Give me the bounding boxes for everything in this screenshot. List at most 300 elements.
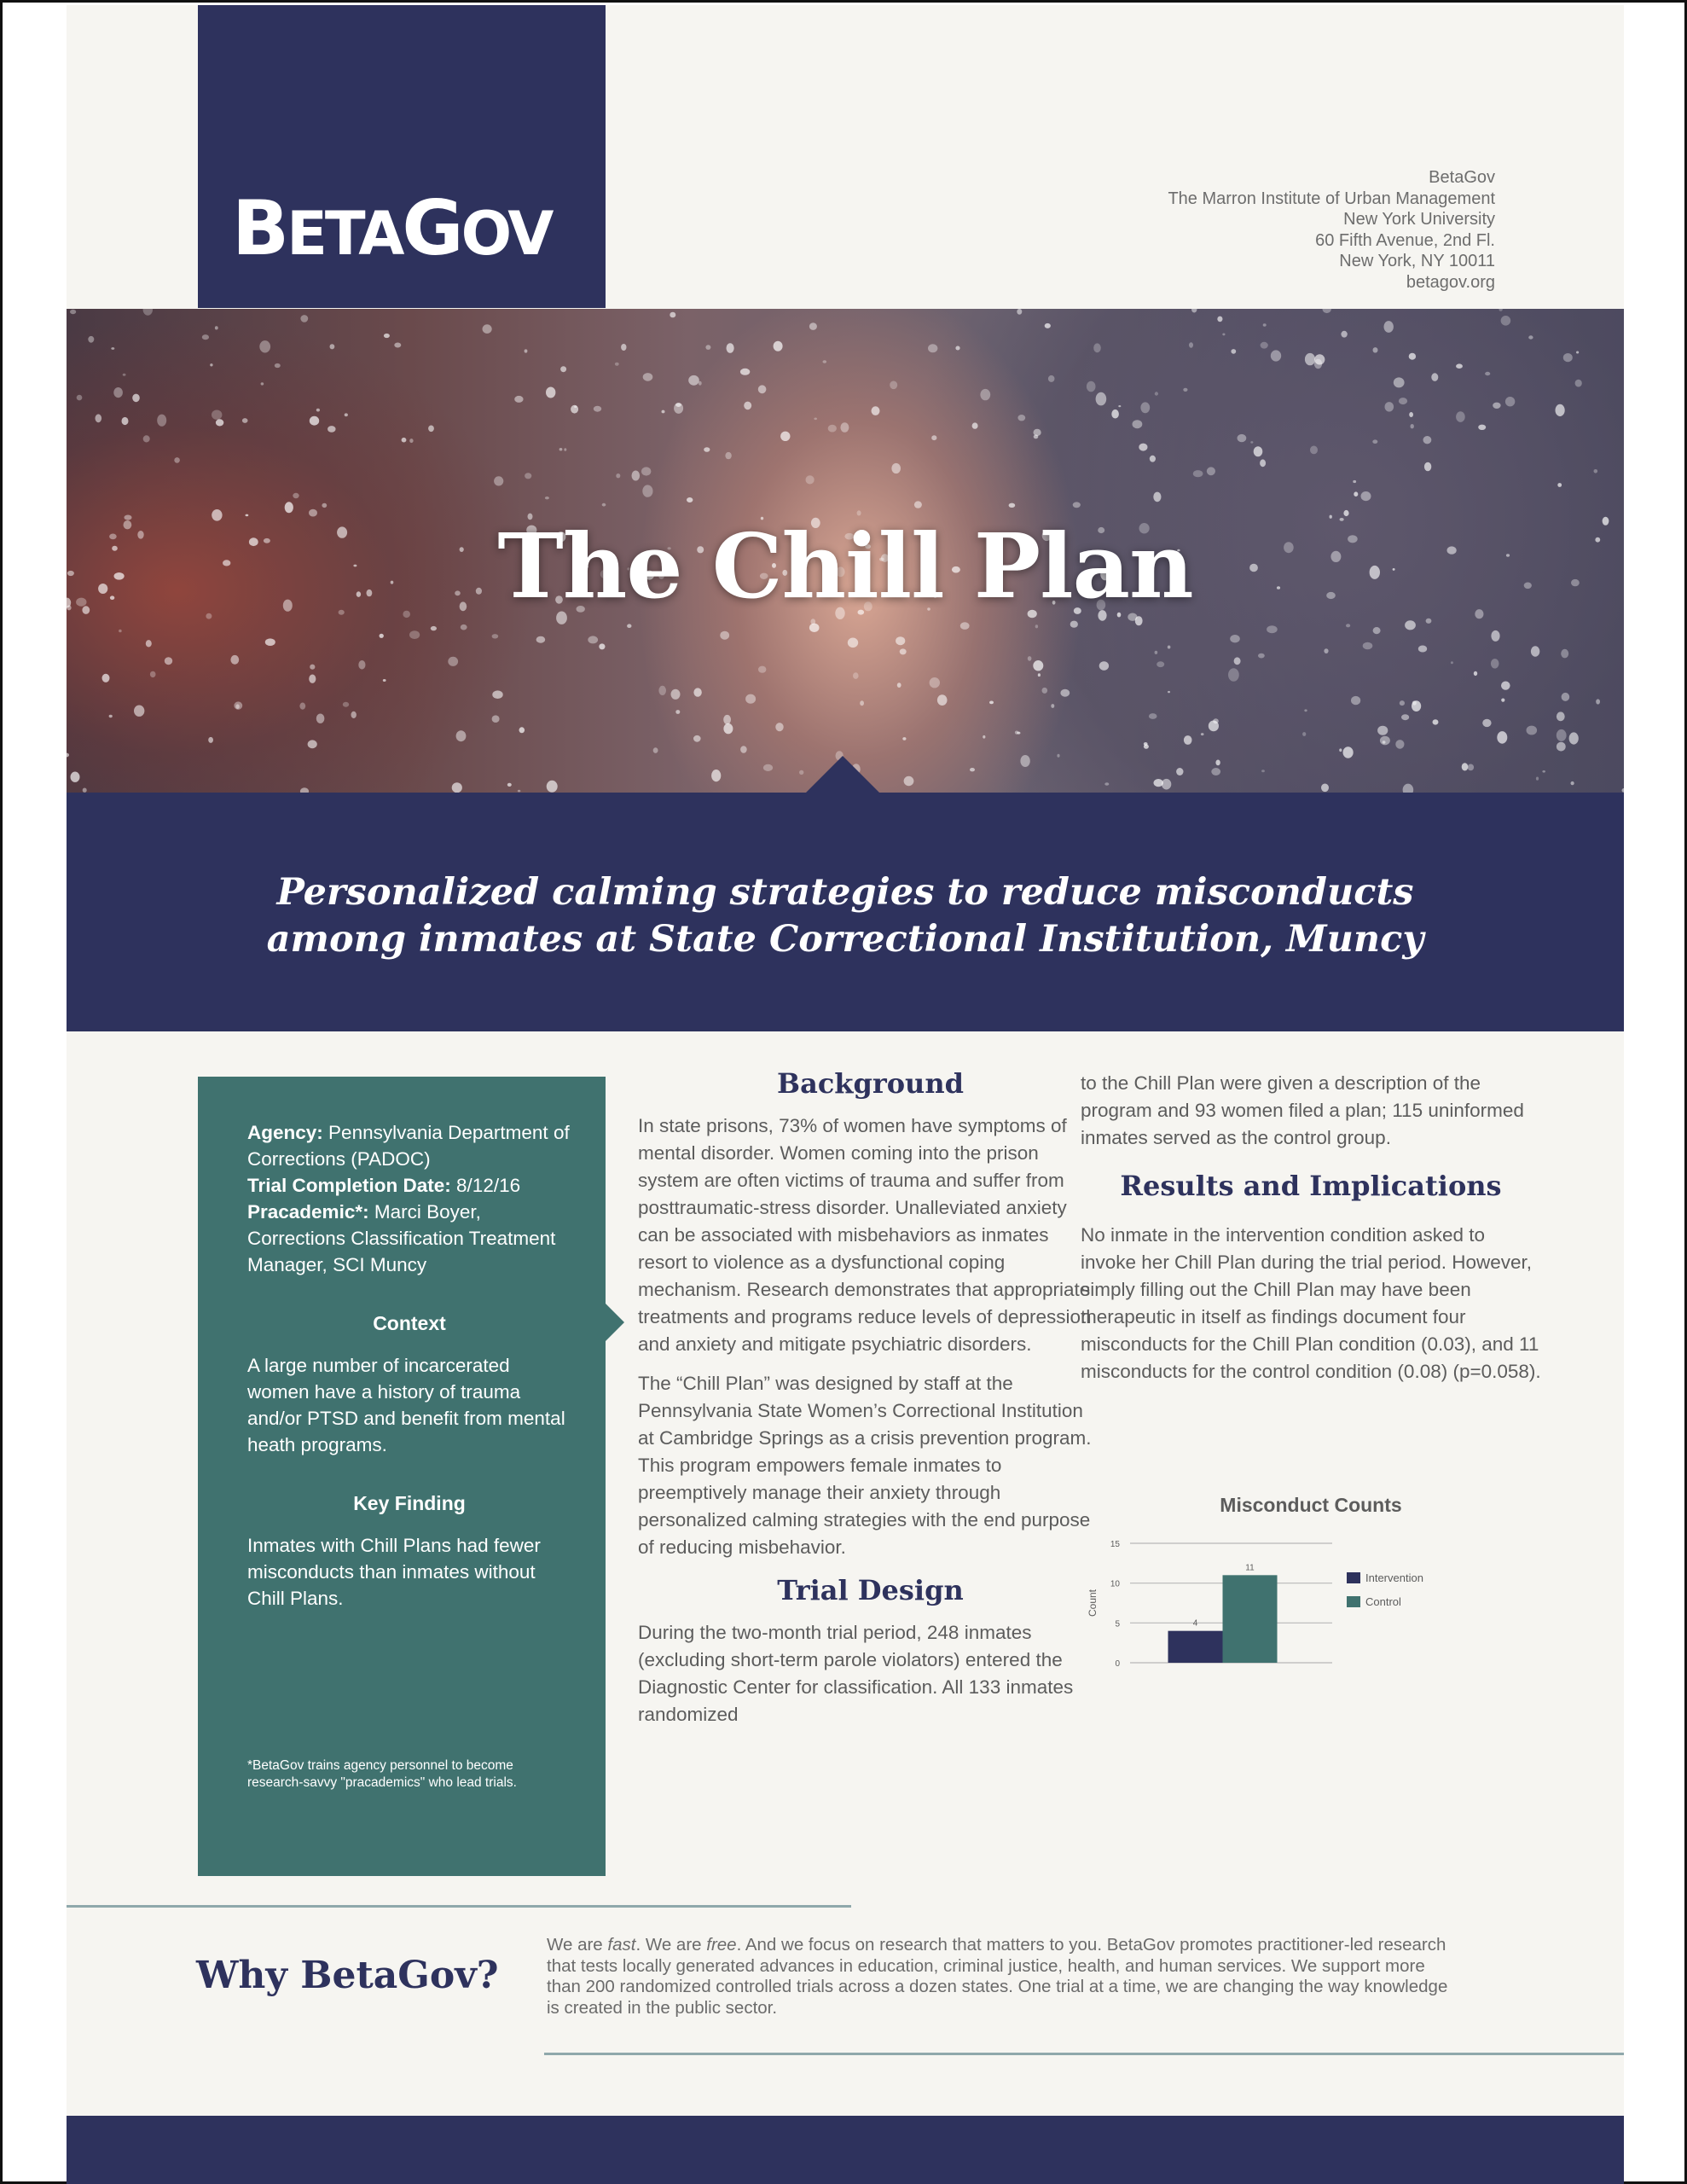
raindrop [345, 413, 348, 416]
raindrop [1193, 470, 1203, 477]
raindrop [1104, 782, 1109, 786]
footer-band [67, 2116, 1624, 2184]
raindrop [216, 419, 223, 426]
legend-swatch [1347, 1572, 1360, 1583]
raindrop [409, 439, 413, 443]
raindrop [1070, 621, 1078, 628]
raindrop [1380, 736, 1390, 746]
raindrop [461, 624, 467, 630]
raindrop [688, 375, 699, 386]
raindrop [1411, 424, 1414, 428]
raindrop [132, 394, 140, 403]
raindrop [1474, 671, 1477, 676]
why-body: . And we focus on research that matters to you. BetaGov promotes practitioner-led research that tests locally generated advances in education, criminal justice, health, and human services. We support more than 200 randomized controlled trials across a dozen states. One trial at a time, we are changing the way knowledge is created in the public sector. [547, 1935, 1448, 2018]
raindrop [1261, 770, 1265, 772]
context-heading: Context [373, 1312, 446, 1334]
raindrop [671, 689, 681, 700]
raindrop [643, 373, 653, 381]
raindrop [1302, 732, 1306, 736]
raindrop [937, 694, 948, 706]
raindrop [1042, 688, 1048, 694]
raindrop [1099, 661, 1109, 671]
raindrop [1168, 646, 1171, 649]
raindrop [744, 402, 751, 410]
raindrop [1215, 760, 1220, 766]
raindrop [310, 416, 319, 426]
raindrop [599, 643, 605, 649]
raindrop [1400, 700, 1405, 706]
raindrop [860, 700, 864, 706]
raindrop [740, 746, 747, 753]
hero-notch [805, 756, 880, 793]
raindrop [174, 457, 180, 463]
why-paragraph [547, 1935, 1451, 2018]
raindrop [96, 414, 102, 422]
raindrop [330, 344, 335, 349]
raindrop [1557, 729, 1567, 741]
raindrop [560, 366, 566, 372]
raindrop [1528, 335, 1533, 339]
raindrop [492, 715, 500, 723]
raindrop [70, 310, 76, 314]
raindrop [1401, 714, 1409, 720]
raindrop [1222, 334, 1225, 336]
raindrop [1207, 467, 1215, 475]
trial-date-value: 8/12/16 [456, 1175, 521, 1196]
raindrop [848, 638, 858, 648]
raindrop [1133, 420, 1143, 428]
page-title: The Chill Plan [497, 514, 1193, 619]
raindrop [1048, 375, 1055, 382]
raindrop [1501, 316, 1511, 326]
raindrop [914, 501, 922, 508]
document-page [67, 5, 1624, 2184]
raindrop [518, 790, 520, 793]
chart-plot [1081, 1528, 1541, 1699]
raindrop [1569, 732, 1579, 744]
raindrop [705, 345, 710, 350]
raindrop [409, 630, 420, 639]
raindrop [1412, 700, 1417, 705]
raindrop [1267, 625, 1278, 633]
raindrop [1038, 673, 1041, 677]
raindrop [693, 688, 701, 696]
raindrop [890, 381, 897, 390]
why-fast: fast [607, 1935, 636, 1955]
raindrop [536, 636, 546, 643]
raindrop [71, 772, 80, 782]
raindrop [343, 702, 349, 707]
raindrop [774, 341, 783, 351]
raindrop [1217, 317, 1222, 322]
raindrop [1017, 732, 1020, 735]
raindrop [1426, 619, 1432, 624]
raindrop [1596, 699, 1600, 704]
raindrop [1323, 309, 1331, 313]
raindrop [525, 473, 531, 479]
raindrop [758, 385, 767, 393]
raindrop [674, 403, 683, 414]
divider-top [67, 1905, 851, 1908]
legend-label: Control [1365, 1595, 1401, 1608]
raindrop [1238, 434, 1247, 442]
raindrop [627, 624, 631, 628]
raindrop [1354, 491, 1358, 497]
raindrop [1139, 444, 1147, 451]
raindrop [1478, 425, 1486, 430]
raindrop [902, 737, 906, 741]
address-line: New York, NY 10011 [1339, 252, 1495, 270]
trial-design-heading: Trial Design [777, 1574, 964, 1606]
raindrop [641, 467, 651, 475]
raindrop [1536, 777, 1539, 781]
raindrop [571, 405, 578, 414]
raindrop [1189, 342, 1193, 347]
raindrop [1399, 398, 1407, 404]
pracademic-label: Pracademic*: [247, 1201, 369, 1223]
raindrop [763, 764, 773, 771]
raindrop [1033, 660, 1043, 671]
raindrop [165, 657, 172, 665]
trial-meta [247, 1119, 571, 1278]
raindrop [823, 360, 827, 363]
summary-sidebar [198, 1077, 606, 1876]
raindrop [358, 660, 365, 670]
raindrop [1562, 693, 1570, 701]
raindrop [1468, 764, 1474, 771]
betagov-logo: BETAGOV [232, 184, 552, 272]
raindrop [989, 701, 994, 705]
results-heading: Results and Implications [1120, 1170, 1502, 1202]
raindrop [970, 768, 975, 771]
raindrop [1144, 744, 1149, 748]
raindrop [1377, 726, 1388, 735]
raindrop [215, 326, 218, 329]
raindrop [1491, 630, 1499, 642]
raindrop [1060, 689, 1070, 697]
misconduct-chart [1081, 1494, 1541, 1707]
raindrop [456, 730, 467, 741]
raindrop [452, 782, 462, 793]
raindrop [853, 672, 859, 679]
background-paragraph: In state prisons, 73% of women have symptoms of mental disorder. Women coming into the prison system are often victims of trauma and suffer from posttraumatic-stress disorder. Unalleviated anxiety can be associated with misbehaviors as inmates resort to violence as a dysfunctional coping mechanism. Research demonstrates that appropriate treatments and programs reduce levels of depression and anxiety and mitigate psychiatric disorders. [638, 1115, 1092, 1355]
raindrop [547, 781, 558, 793]
raindrop [775, 723, 783, 731]
raindrop [1351, 696, 1360, 705]
address-line: 60 Fifth Avenue, 2nd Fl. [1315, 230, 1495, 250]
raindrop [102, 674, 110, 682]
raindrop [1491, 659, 1499, 668]
raindrop [310, 665, 315, 670]
raindrop [1499, 309, 1502, 311]
raindrop [1361, 491, 1371, 501]
raindrop [1383, 741, 1386, 743]
raindrop [1594, 469, 1598, 473]
raindrop [1321, 784, 1329, 793]
raindrop [1395, 740, 1404, 749]
raindrop [1363, 642, 1373, 650]
raindrop [1201, 733, 1204, 735]
raindrop [210, 363, 212, 366]
raindrop [1501, 682, 1510, 690]
raindrop [662, 410, 665, 414]
raindrop [1372, 439, 1377, 444]
raindrop [113, 387, 123, 398]
raindrop [1263, 323, 1267, 326]
raindrop [234, 701, 242, 709]
logo-block [198, 5, 606, 308]
raindrop [322, 503, 327, 508]
raindrop [1423, 436, 1432, 444]
raindrop [931, 435, 936, 440]
raindrop [1230, 635, 1240, 642]
context-text: A large number of incarcerated women have a history of trauma and/or PTSD and benefit from mental heath programs. [247, 1355, 565, 1455]
raindrop [1424, 462, 1431, 472]
raindrop [972, 422, 978, 428]
raindrop [1155, 392, 1158, 395]
sidebar-arrow [606, 1304, 624, 1341]
raindrop [507, 783, 512, 787]
raindrop [1385, 402, 1394, 411]
raindrop [1561, 649, 1568, 659]
raindrop [1271, 350, 1281, 361]
raindrop [1462, 763, 1469, 770]
raindrop [1057, 754, 1059, 758]
raindrop [980, 389, 990, 400]
raindrop [602, 503, 606, 507]
raindrop [616, 473, 620, 478]
raindrop [1485, 372, 1490, 375]
results-paragraph: No inmate in the intervention condition asked to invoke her Chill Plan during the trial period. However, simply filling out the Chill Plan may have been therapeutic in itself as findings document four misconducts for the Chill Plan condition (0.03), and 11 misconducts for the control condition (0.08) (p=0.058). [1081, 1224, 1541, 1382]
divider-bottom [544, 2053, 1624, 2055]
raindrop [1149, 713, 1157, 719]
raindrop [328, 426, 336, 433]
raindrop [632, 471, 641, 481]
raindrop [814, 418, 817, 421]
raindrop [687, 497, 693, 502]
raindrop [1017, 415, 1025, 421]
raindrop [122, 417, 129, 425]
raindrop [1563, 353, 1573, 362]
raindrop [293, 493, 299, 498]
sidebar-content [247, 1119, 571, 1612]
raindrop [1575, 380, 1582, 387]
data-label: 11 [1245, 1563, 1255, 1573]
subtitle-line: Personalized calming strategies to reduce misconducts [276, 871, 1414, 914]
raindrop [693, 735, 701, 742]
raindrop [1183, 388, 1187, 392]
raindrop [525, 349, 528, 352]
raindrop [1314, 359, 1322, 369]
raindrop [658, 686, 666, 695]
raindrop [1353, 480, 1356, 483]
raindrop [150, 671, 156, 677]
raindrop [758, 666, 766, 673]
column-right [1081, 1070, 1541, 1397]
raindrop [1140, 402, 1150, 413]
column-middle [638, 1066, 1103, 1740]
website-link[interactable]: betagov.org [1406, 272, 1495, 292]
raindrop [1035, 624, 1038, 628]
raindrop [1304, 709, 1307, 712]
raindrop [1162, 779, 1171, 790]
raindrop [146, 640, 152, 647]
raindrop [1339, 748, 1342, 752]
raindrop [1191, 309, 1197, 313]
raindrop [745, 694, 756, 704]
trial-date-label: Trial Completion Date: [247, 1175, 451, 1196]
raindrop [545, 497, 549, 499]
raindrop [1261, 342, 1268, 349]
raindrop [720, 631, 729, 640]
raindrop [384, 334, 390, 338]
raindrop [670, 312, 675, 318]
raindrop [1073, 502, 1081, 508]
raindrop [621, 344, 626, 351]
raindrop [1571, 781, 1574, 785]
raindrop [383, 679, 386, 682]
y-tick-label: 10 [1110, 1579, 1120, 1589]
sidebar-footnote: *BetaGov trains agency personnel to become research-savvy "pracademics" who lead trials. [247, 1758, 517, 1790]
raindrop [872, 406, 880, 415]
trial-design-paragraph: During the two-month trial period, 248 inmates (excluding short-term parole violators) entered the Diagnostic Center for classification. All 133 inmates randomized [638, 1622, 1074, 1725]
raindrop [300, 315, 308, 322]
raindrop [308, 740, 317, 748]
raindrop [780, 432, 790, 441]
raindrop [1254, 446, 1263, 456]
raindrop [1034, 435, 1039, 439]
raindrop [1153, 492, 1161, 502]
raindrop [1556, 404, 1565, 416]
subtitle-line: among inmates at State Correctional Institution, Muncy [266, 918, 1424, 961]
raindrop [1418, 646, 1427, 653]
why-lead: . We are [635, 1935, 707, 1955]
raindrop [1576, 351, 1579, 354]
background-paragraph: The “Chill Plan” was designed by staff at the Pennsylvania State Women’s Correctional Institution at Cambridge Springs as a crisis prevention program. This program empowers female inmates to preemptively manage their anxiety through personalized calming strategies with the end purpose of reducing misbehavior. [638, 1373, 1092, 1558]
raindrop [1034, 429, 1041, 436]
raindrop [1028, 656, 1032, 661]
legend-label: Intervention [1365, 1571, 1423, 1584]
raindrop [394, 343, 401, 348]
address-line: New York University [1343, 210, 1495, 229]
raindrop [1324, 648, 1328, 653]
bar-control [1223, 1575, 1278, 1663]
raindrop [1228, 668, 1239, 682]
raindrop [88, 336, 94, 343]
raindrop [519, 727, 525, 733]
raindrop [1258, 653, 1265, 659]
why-heading: Why BetaGov? [196, 1954, 499, 1997]
raindrop [448, 657, 458, 666]
raindrop [1155, 651, 1158, 654]
raindrop [242, 418, 248, 423]
key-finding-heading: Key Finding [353, 1492, 466, 1514]
raindrop [1557, 483, 1562, 487]
raindrop [212, 410, 222, 420]
agency-value: Pennsylvania Department of Corrections (PADOC) [247, 1122, 570, 1170]
raindrop [727, 343, 734, 353]
raindrop [259, 340, 270, 352]
raindrop [230, 655, 239, 665]
raindrop [111, 347, 114, 350]
raindrop [1045, 323, 1051, 328]
raindrop [351, 712, 357, 718]
raindrop [265, 638, 275, 646]
raindrop [960, 622, 970, 630]
raindrop [1527, 726, 1538, 735]
raindrop [1009, 503, 1016, 508]
raindrop [483, 324, 492, 334]
raindrop [316, 409, 320, 412]
raindrop [588, 636, 598, 643]
y-axis-label: Count [1087, 1589, 1099, 1618]
raindrop [1542, 770, 1545, 773]
raindrop [1184, 735, 1192, 745]
raindrop [1051, 704, 1054, 708]
agency-label: Agency: [247, 1122, 323, 1143]
raindrop [897, 682, 901, 688]
raindrop [1260, 459, 1266, 467]
bar-intervention [1168, 1631, 1223, 1663]
hero-image [67, 309, 1624, 793]
raindrop [123, 374, 126, 376]
raindrop [1456, 363, 1463, 369]
raindrop [380, 634, 384, 638]
raindrop [725, 452, 731, 459]
raindrop [109, 715, 113, 717]
raindrop [299, 703, 305, 710]
raindrop [799, 770, 803, 775]
raindrop [285, 502, 293, 513]
raindrop [1394, 377, 1405, 387]
raindrop [675, 710, 680, 714]
raindrop [1409, 412, 1413, 417]
raindrop [711, 770, 721, 781]
raindrop [1505, 397, 1515, 406]
raindrop [1213, 718, 1219, 723]
subtitle [67, 869, 1624, 963]
why-lead: We are [547, 1935, 608, 1955]
raindrop [642, 485, 652, 497]
raindrop [1154, 779, 1163, 787]
raindrop [615, 363, 619, 366]
raindrop [1405, 620, 1416, 630]
raindrop [1118, 405, 1121, 407]
raindrop [1231, 349, 1236, 354]
raindrop [431, 626, 437, 630]
chart-title: Misconduct Counts [1220, 1494, 1402, 1516]
raindrop [594, 406, 601, 412]
raindrop [809, 624, 820, 632]
raindrop [809, 322, 817, 330]
raindrop [1020, 755, 1029, 767]
raindrop [514, 396, 523, 403]
raindrop [157, 415, 166, 427]
address-line: BetaGov [1429, 168, 1495, 187]
trial-design-continued: to the Chill Plan were given a description of the program and 93 women filed a plan; 115 uninformed inmates served as the control group. [1081, 1072, 1524, 1148]
address-line: The Marron Institute of Urban Management [1168, 189, 1495, 208]
data-label: 4 [1192, 1618, 1198, 1629]
raindrop [891, 463, 901, 473]
y-tick-label: 15 [1110, 1540, 1120, 1549]
y-tick-label: 0 [1115, 1659, 1120, 1669]
raindrop [983, 735, 985, 739]
raindrop [1017, 309, 1022, 315]
raindrop [955, 346, 959, 351]
raindrop [564, 448, 566, 451]
raindrop [1531, 646, 1539, 656]
raindrop [202, 334, 209, 340]
